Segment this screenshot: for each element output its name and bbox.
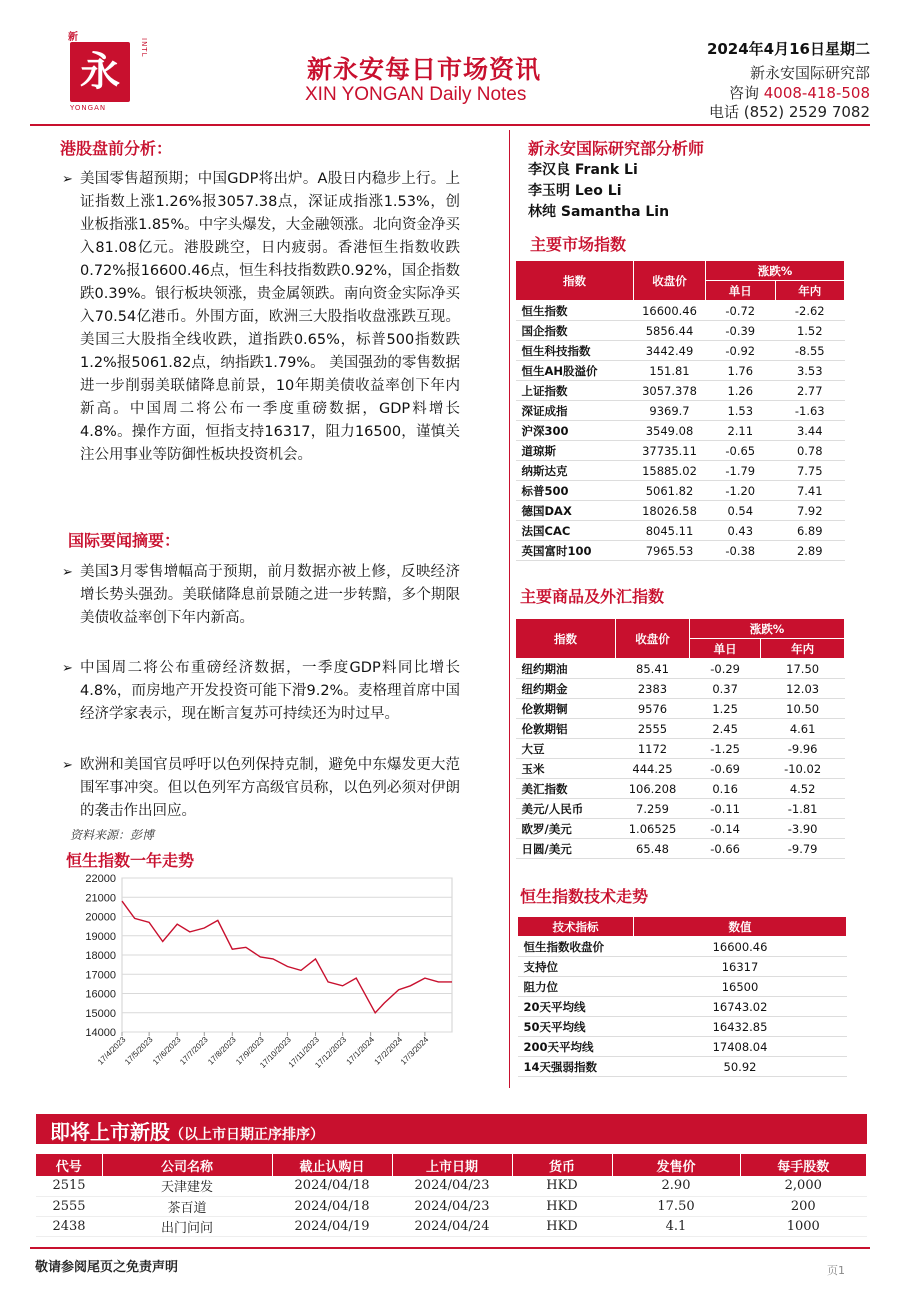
phone-label: 电话	[708, 103, 739, 121]
ipo-col: 发售价	[612, 1154, 740, 1176]
commodity-row-cell: 1.25	[690, 699, 761, 719]
commodity-row-cell: 1172	[616, 739, 690, 759]
hsi-chart	[60, 870, 460, 1085]
tech-indicators-table	[517, 916, 847, 1077]
commodity-row	[516, 779, 845, 799]
ipo-cell: HKD	[512, 1196, 612, 1216]
analyst-title: 新永安国际研究部分析师	[528, 139, 705, 158]
logo-mark	[70, 42, 130, 102]
tech-row-cell: 200天平均线	[518, 1037, 634, 1057]
market-row-cell: 德国DAX	[516, 501, 634, 521]
market-row-cell: 3.53	[775, 361, 845, 381]
commodity-row-cell: 纽约期金	[516, 679, 616, 699]
hsi-chart-svg	[60, 870, 460, 1085]
commodity-row-cell: 7.259	[616, 799, 690, 819]
tech-row-cell: 16600.46	[634, 937, 847, 957]
commodity-row-cell: -9.79	[761, 839, 845, 859]
market-row-cell: 1.76	[706, 361, 776, 381]
hk-analysis-title: 港股盘前分析：	[60, 139, 173, 158]
market-row	[516, 481, 845, 501]
market-row-cell: 1.26	[706, 381, 776, 401]
ipo-cell: 茶百道	[102, 1196, 272, 1216]
market-row-cell: 3549.08	[634, 421, 706, 441]
market-row-cell: 3057.378	[634, 381, 706, 401]
ipo-cell: 出门问问	[102, 1216, 272, 1236]
market-row	[516, 301, 845, 321]
market-row-cell: 18026.58	[634, 501, 706, 521]
y-tick-label: 22000	[85, 873, 116, 885]
commodity-row-cell: 444.25	[616, 759, 690, 779]
commodity-row-cell: -0.14	[690, 819, 761, 839]
y-tick-label: 17000	[85, 969, 116, 982]
x-tick-label: 17/7/2023	[178, 1035, 210, 1067]
commodity-row-cell: 4.52	[761, 779, 845, 799]
commodity-row-cell: 10.50	[761, 699, 845, 719]
ipo-title-main: 即将上市新股	[50, 1120, 170, 1144]
commodity-row-cell: 美汇指数	[516, 779, 616, 799]
market-row-cell: -1.20	[706, 481, 776, 501]
market-row-cell: 深证成指	[516, 401, 634, 421]
ipo-cell: 4.1	[612, 1216, 740, 1236]
bullet-icon: ➢	[62, 172, 73, 187]
commodities-title: 主要商品及外汇指数	[520, 587, 665, 606]
market-row-cell: 9369.7	[634, 401, 706, 421]
market-row-cell: -8.55	[775, 341, 845, 361]
tech-row-cell: 16743.02	[634, 997, 847, 1017]
x-tick-label: 17/8/2023	[206, 1035, 238, 1067]
ipo-cell: 2024/04/24	[392, 1216, 512, 1236]
commodity-row-cell: 纽约期油	[516, 659, 616, 679]
x-tick-label: 17/4/2023	[95, 1035, 128, 1067]
ipo-cell: 2438	[36, 1216, 102, 1236]
col-change: 涨跌%	[690, 619, 845, 639]
col-tech-value: 数值	[634, 917, 847, 937]
market-row	[516, 361, 845, 381]
market-row	[516, 341, 845, 361]
commodity-row-cell: 9576	[616, 699, 690, 719]
y-tick-label: 15000	[85, 1007, 116, 1020]
market-row-cell: -2.62	[775, 301, 845, 321]
market-row-cell: 37735.11	[634, 441, 706, 461]
bullet-icon: ➢	[62, 661, 73, 676]
disclaimer-note: 敬请参阅尾页之免责声明	[35, 1260, 179, 1275]
col-ytd: 年内	[775, 281, 845, 301]
logo-tag: 新	[68, 32, 78, 43]
x-tick-label: 17/3/2024	[398, 1035, 431, 1067]
ipo-cell: 2024/04/18	[272, 1176, 392, 1196]
tech-row	[518, 1057, 847, 1077]
ipo-cell: 2515	[36, 1176, 102, 1196]
ipo-col: 货币	[512, 1154, 612, 1176]
market-row	[516, 521, 845, 541]
ipo-title	[50, 1116, 324, 1145]
tech-row-cell: 16500	[634, 977, 847, 997]
market-row-cell: -0.38	[706, 541, 776, 561]
logo-intl: INTL	[140, 38, 148, 58]
analyst-list	[528, 160, 669, 223]
phone-line	[709, 101, 870, 122]
y-tick-label: 20000	[85, 911, 116, 924]
market-row-cell: 纳斯达克	[516, 461, 634, 481]
market-row	[516, 421, 845, 441]
news-item-text: 中国周二将公布重磅经济数据，一季度GDP料同比增长4.8%，而房地产开发投资可能下滑9.2%。麦格理首席中国经济学家表示，现在断言复苏可持续还为时过早。	[80, 660, 460, 722]
market-row-cell: 英国富时100	[516, 541, 634, 561]
ipo-cell: 2.90	[612, 1176, 740, 1196]
market-row-cell: 1.53	[706, 401, 776, 421]
commodity-row-cell: 1.06525	[616, 819, 690, 839]
ipo-table	[36, 1154, 867, 1237]
market-row-cell: 5856.44	[634, 321, 706, 341]
news-item	[62, 561, 460, 630]
news-item-text: 美国3月零售增幅高于预期，前月数据亦被上修，反映经济增长势头强劲。美联储降息前景随之进一步转黯，多个期限美债收益率创下年内新高。	[80, 564, 460, 626]
commodity-row-cell: 欧罗/美元	[516, 819, 616, 839]
ipo-col: 每手股数	[740, 1154, 867, 1176]
market-row-cell: -1.63	[775, 401, 845, 421]
news-item	[62, 657, 460, 726]
ipo-col: 代号	[36, 1154, 102, 1176]
x-tick-label: 17/12/2023	[313, 1035, 349, 1070]
commodity-row-cell: 2383	[616, 679, 690, 699]
footer-rule	[30, 1247, 870, 1249]
market-row-cell: 6.89	[775, 521, 845, 541]
bullet-icon: ➢	[62, 758, 73, 773]
tech-row-cell: 50.92	[634, 1057, 847, 1077]
hk-analysis-text	[62, 168, 460, 467]
intl-news-title: 国际要闻摘要：	[68, 531, 181, 550]
commodity-row-cell: -9.96	[761, 739, 845, 759]
commodity-row-cell: -0.29	[690, 659, 761, 679]
commodity-row-cell: -3.90	[761, 819, 845, 839]
y-tick-label: 21000	[85, 892, 116, 905]
news-item-text: 欧洲和美国官员呼吁以色列保持克制，避免中东爆发更大范围军事冲突。但以色列军方高级官员称，以色列必须对伊朗的袭击作出回应。	[80, 757, 460, 819]
ipo-col: 截止认购日	[272, 1154, 392, 1176]
commodity-row	[516, 739, 845, 759]
commodity-row	[516, 679, 845, 699]
col-name: 指数	[516, 261, 634, 301]
ipo-row	[36, 1176, 867, 1196]
market-row-cell: 7.41	[775, 481, 845, 501]
y-tick-label: 19000	[85, 930, 116, 943]
y-tick-label: 16000	[85, 988, 116, 1001]
market-row-cell: 15885.02	[634, 461, 706, 481]
ipo-col: 公司名称	[102, 1154, 272, 1176]
commodities-table	[515, 618, 845, 859]
commodity-row-cell: 伦敦期铜	[516, 699, 616, 719]
y-tick-label: 14000	[85, 1027, 116, 1039]
bullet-icon: ➢	[62, 565, 73, 580]
market-row-cell: 8045.11	[634, 521, 706, 541]
commodity-row-cell: -0.69	[690, 759, 761, 779]
market-row-cell: 2.77	[775, 381, 845, 401]
analyst-name: 李玉明 Leo Li	[528, 183, 622, 199]
market-row-cell: 2.89	[775, 541, 845, 561]
ipo-cell: HKD	[512, 1216, 612, 1236]
logo-sub: YONGAN	[70, 104, 107, 112]
tech-row-cell: 20天平均线	[518, 997, 634, 1017]
market-row-cell: 1.52	[775, 321, 845, 341]
market-row-cell: -0.92	[706, 341, 776, 361]
tech-row-cell: 16432.85	[634, 1017, 847, 1037]
market-row	[516, 541, 845, 561]
commodity-row	[516, 799, 845, 819]
market-row-cell: 3442.49	[634, 341, 706, 361]
tech-row	[518, 937, 847, 957]
x-tick-label: 17/11/2023	[286, 1035, 321, 1070]
market-row-cell: 国企指数	[516, 321, 634, 341]
commodity-row-cell: 12.03	[761, 679, 845, 699]
market-row-cell: 7.75	[775, 461, 845, 481]
market-row-cell: 标普500	[516, 481, 634, 501]
ipo-cell: 2024/04/18	[272, 1196, 392, 1216]
commodity-row-cell: 玉米	[516, 759, 616, 779]
market-row-cell: -1.79	[706, 461, 776, 481]
tech-row-cell: 支持位	[518, 957, 634, 977]
commodity-row-cell: -1.81	[761, 799, 845, 819]
ipo-cell: 2024/04/23	[392, 1176, 512, 1196]
market-row	[516, 501, 845, 521]
col-close: 收盘价	[616, 619, 690, 659]
ipo-title-sub: （以上市日期正序排序）	[170, 1127, 324, 1143]
market-row-cell: 3.44	[775, 421, 845, 441]
ipo-cell: 2024/04/19	[272, 1216, 392, 1236]
market-row-cell: -0.39	[706, 321, 776, 341]
ipo-cell: 1000	[740, 1216, 867, 1236]
market-indices-title: 主要市场指数	[530, 235, 627, 254]
commodity-row-cell: 大豆	[516, 739, 616, 759]
report-title-en: XIN YONGAN Daily Notes	[305, 84, 527, 105]
commodity-row	[516, 699, 845, 719]
x-tick-label: 17/1/2024	[344, 1035, 377, 1067]
market-row-cell: -0.72	[706, 301, 776, 321]
consult-line	[729, 82, 870, 103]
ipo-cell: 天津建发	[102, 1176, 272, 1196]
market-row-cell: 0.54	[706, 501, 776, 521]
y-tick-label: 18000	[85, 950, 116, 962]
commodity-row-cell: -1.25	[690, 739, 761, 759]
commodity-row-cell: 伦敦期铝	[516, 719, 616, 739]
tech-title: 恒生指数技术走势	[520, 887, 649, 906]
tech-row	[518, 1017, 847, 1037]
market-row-cell: 5061.82	[634, 481, 706, 501]
market-row-cell: 恒生科技指数	[516, 341, 634, 361]
col-name: 指数	[516, 619, 616, 659]
ipo-cell: 200	[740, 1196, 867, 1216]
logo-glyph: 永	[80, 48, 120, 95]
column-divider	[509, 130, 510, 1088]
commodity-row-cell: 106.208	[616, 779, 690, 799]
commodity-row-cell: 4.61	[761, 719, 845, 739]
news-item	[62, 754, 460, 823]
tech-row-cell: 14天强弱指数	[518, 1057, 634, 1077]
tech-row	[518, 957, 847, 977]
x-tick-label: 17/2/2024	[372, 1035, 405, 1067]
commodity-row	[516, 719, 845, 739]
commodity-row	[516, 759, 845, 779]
commodity-row-cell: -0.66	[690, 839, 761, 859]
commodity-row-cell: 85.41	[616, 659, 690, 679]
market-row-cell: 恒生指数	[516, 301, 634, 321]
consult-value: 4008-418-508	[763, 84, 870, 102]
market-row-cell: 法国CAC	[516, 521, 634, 541]
tech-row-cell: 16317	[634, 957, 847, 977]
col-day: 单日	[690, 639, 761, 659]
commodity-row-cell: 65.48	[616, 839, 690, 859]
analyst-name: 林纯 Samantha Lin	[528, 204, 670, 220]
col-change: 涨跌%	[706, 261, 845, 281]
commodity-row-cell: -10.02	[761, 759, 845, 779]
x-tick-label: 17/6/2023	[151, 1035, 183, 1067]
market-row-cell: 2.11	[706, 421, 776, 441]
commodity-row	[516, 839, 845, 859]
page-number: 页1	[827, 1264, 845, 1277]
commodity-row	[516, 819, 845, 839]
commodity-row-cell: 17.50	[761, 659, 845, 679]
col-close: 收盘价	[634, 261, 706, 301]
chart-title: 恒生指数一年走势	[66, 851, 195, 870]
x-tick-label: 17/9/2023	[234, 1035, 266, 1067]
x-tick-label: 17/5/2023	[123, 1035, 155, 1067]
report-dept: 新永安国际研究部	[749, 64, 870, 82]
tech-row-cell: 阻力位	[518, 977, 634, 997]
ipo-col: 上市日期	[392, 1154, 512, 1176]
ipo-cell: 2024/04/23	[392, 1196, 512, 1216]
tech-row-cell: 恒生指数收盘价	[518, 937, 634, 957]
market-row-cell: 上证指数	[516, 381, 634, 401]
tech-row	[518, 1037, 847, 1057]
commodity-row-cell: 2.45	[690, 719, 761, 739]
market-row	[516, 461, 845, 481]
company-logo	[66, 32, 148, 112]
phone-value: (852) 2529 7082	[743, 103, 870, 121]
commodity-row-cell: 日圆/美元	[516, 839, 616, 859]
market-row-cell: 16600.46	[634, 301, 706, 321]
market-indices-table	[515, 260, 845, 561]
col-ytd: 年内	[761, 639, 845, 659]
market-row-cell: 沪深300	[516, 421, 634, 441]
market-row-cell: 恒生AH股溢价	[516, 361, 634, 381]
ipo-cell: 2555	[36, 1196, 102, 1216]
market-row-cell: 道琼斯	[516, 441, 634, 461]
commodity-row-cell: 0.16	[690, 779, 761, 799]
market-row-cell: 7965.53	[634, 541, 706, 561]
market-row	[516, 441, 845, 461]
x-tick-label: 17/10/2023	[258, 1035, 293, 1070]
market-row	[516, 381, 845, 401]
commodity-row-cell: -0.11	[690, 799, 761, 819]
analyst-name: 李汉良 Frank Li	[528, 162, 638, 178]
report-title-cn: 新永安每日市场资讯	[307, 55, 542, 84]
ipo-cell: 2,000	[740, 1176, 867, 1196]
tech-row-cell: 50天平均线	[518, 1017, 634, 1037]
market-row-cell: 151.81	[634, 361, 706, 381]
commodity-row-cell: 0.37	[690, 679, 761, 699]
col-tech-name: 技术指标	[518, 917, 634, 937]
tech-row	[518, 977, 847, 997]
market-row-cell: 0.43	[706, 521, 776, 541]
market-row	[516, 401, 845, 421]
commodity-row-cell: 美元/人民币	[516, 799, 616, 819]
ipo-cell: HKD	[512, 1176, 612, 1196]
market-row-cell: -0.65	[706, 441, 776, 461]
header-rule	[30, 124, 870, 126]
commodity-row	[516, 659, 845, 679]
col-day: 单日	[706, 281, 776, 301]
source-note: 资料来源：彭博	[70, 828, 155, 842]
market-row-cell: 7.92	[775, 501, 845, 521]
market-row-cell: 0.78	[775, 441, 845, 461]
commodity-row-cell: 2555	[616, 719, 690, 739]
ipo-row	[36, 1196, 867, 1216]
ipo-row	[36, 1216, 867, 1236]
hk-analysis-body: 美国零售超预期；中国GDP将出炉。A股日内稳步上行。上证指数上涨1.26%报3057.38点，深证成指涨1.53%，创业板指涨1.85%。中字头爆发，大金融领涨。北向资金净买入81.08亿元。港股跳空，日内疲弱。香港恒生指数收跌0.72%报16600.46点，恒生科技指数跌0.92%，国企指数跌0.39%。银行板块领涨，贵金属领跌。南向资金实际净买入70.54亿港币。外围方面，欧洲三大股指收盘涨跌互现。美国三大股指全线收跌，道指跌0.65%，标普500指数跌1.2%报5061.82点，纳指跌1.79%。 美国强劲的零售数据进一步削弱美联储降息前景，10年期美债收益率创下年内新高。中国周二将公布一季度重磅数据，GDP料增长4.8%。操作方面，恒指支持16317，阻力16500，谨慎关注公用事业等防御性板块投资机会。	[80, 171, 460, 463]
report-date: 2024年4月16日星期二	[706, 40, 870, 58]
market-row	[516, 321, 845, 341]
tech-row-cell: 17408.04	[634, 1037, 847, 1057]
tech-row	[518, 997, 847, 1017]
consult-label: 咨询	[728, 84, 759, 102]
ipo-cell: 17.50	[612, 1196, 740, 1216]
